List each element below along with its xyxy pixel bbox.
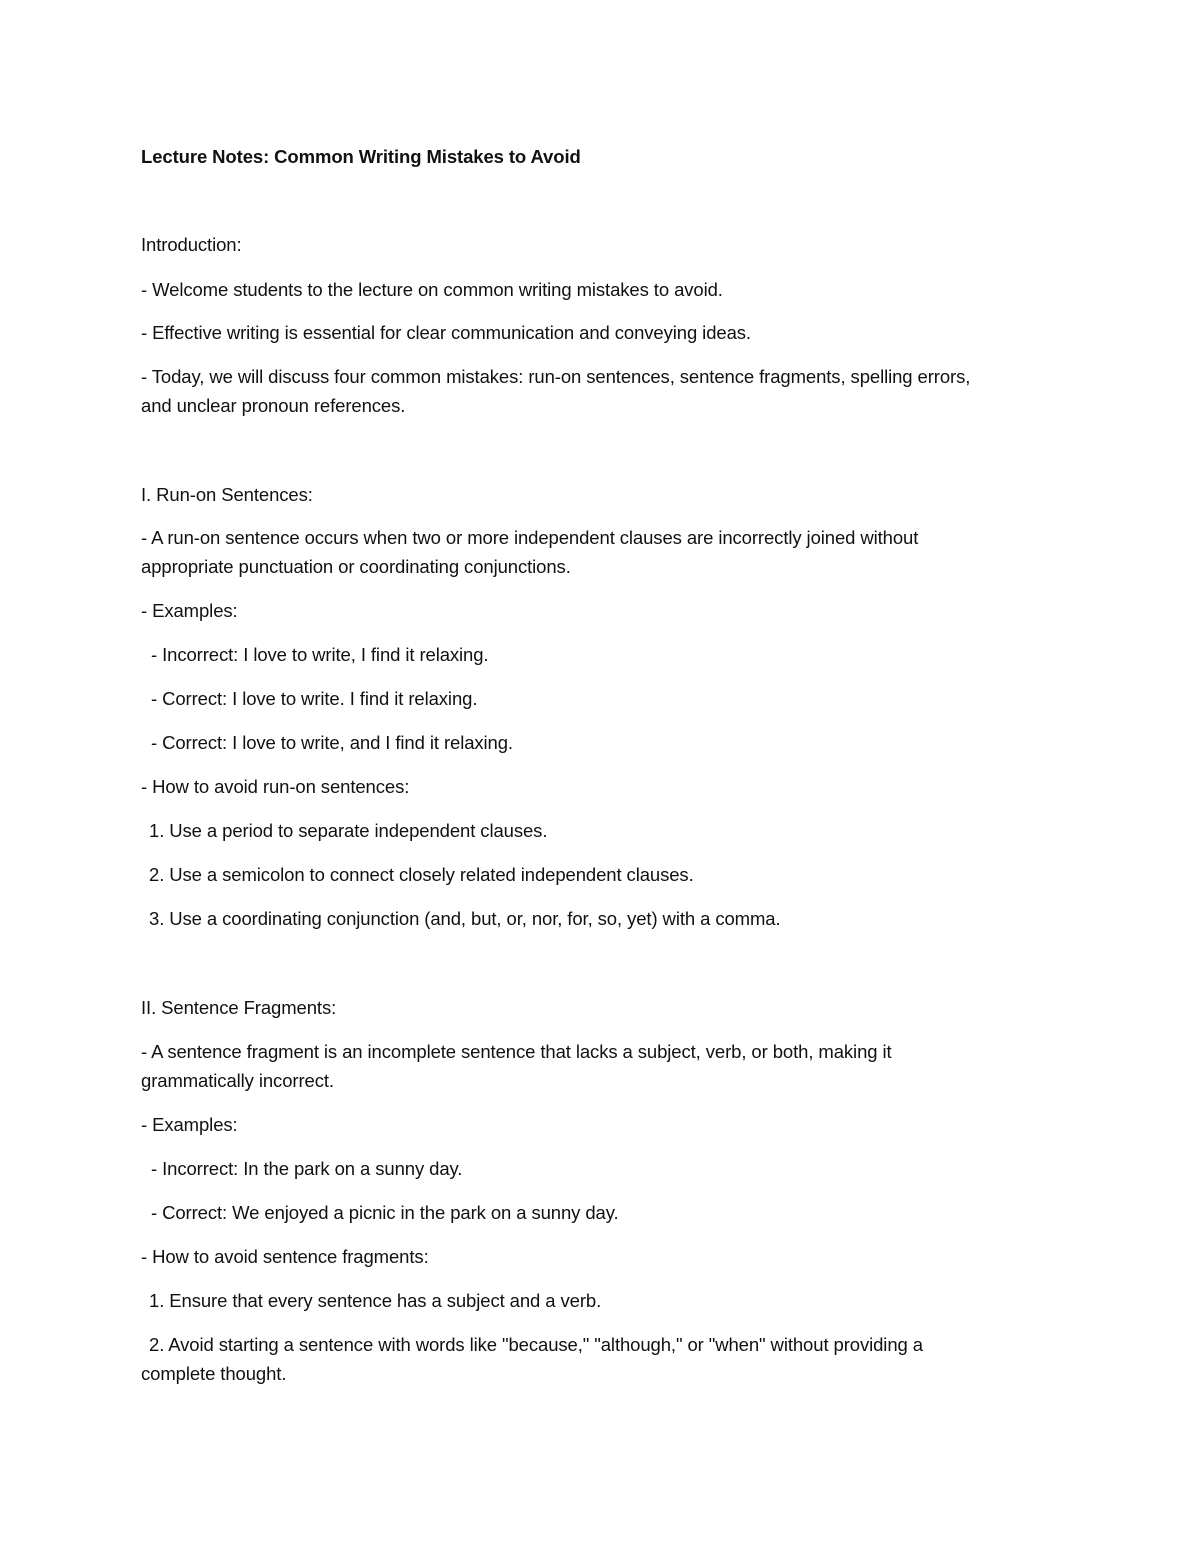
intro-bullet-1: - Welcome students to the lecture on common writing mistakes to avoid. bbox=[141, 279, 723, 300]
intro-bullet-2: - Effective writing is essential for clear communication and conveying ideas. bbox=[141, 322, 751, 343]
section1-definition-line1: - A run-on sentence occurs when two or more independent clauses are incorrectly joined without bbox=[141, 527, 919, 548]
intro-bullet-3: - Today, we will discuss four common mistakes: run-on sentences, sentence fragments, spelling errors, bbox=[141, 366, 971, 387]
section1-example-3: - Correct: I love to write, and I find it relaxing. bbox=[151, 732, 513, 753]
section1-definition-line2: appropriate punctuation or coordinating conjunctions. bbox=[141, 556, 571, 577]
intro-heading: Introduction: bbox=[141, 234, 242, 255]
section2-example-1: - Incorrect: In the park on a sunny day. bbox=[151, 1158, 463, 1179]
section1-step-1: 1. Use a period to separate independent clauses. bbox=[149, 820, 548, 841]
section2-example-2: - Correct: We enjoyed a picnic in the park on a sunny day. bbox=[151, 1202, 619, 1223]
section1-step-2: 2. Use a semicolon to connect closely related independent clauses. bbox=[149, 864, 694, 885]
section1-avoid-label: - How to avoid run-on sentences: bbox=[141, 776, 410, 797]
section1-example-2: - Correct: I love to write. I find it relaxing. bbox=[151, 688, 478, 709]
section1-examples-label: - Examples: bbox=[141, 600, 238, 621]
section2-step-1: 1. Ensure that every sentence has a subject and a verb. bbox=[149, 1290, 602, 1311]
section2-step-2-cont: complete thought. bbox=[141, 1363, 287, 1384]
section2-step-2: 2. Avoid starting a sentence with words like "because," "although," or "when" without providing a bbox=[149, 1334, 923, 1355]
intro-bullet-3-cont: and unclear pronoun references. bbox=[141, 395, 406, 416]
section1-heading: I. Run-on Sentences: bbox=[141, 484, 313, 505]
section2-heading: II. Sentence Fragments: bbox=[141, 997, 337, 1018]
section2-examples-label: - Examples: bbox=[141, 1114, 238, 1135]
section2-avoid-label: - How to avoid sentence fragments: bbox=[141, 1246, 429, 1267]
section2-definition-line2: grammatically incorrect. bbox=[141, 1070, 334, 1091]
section2-definition-line1: - A sentence fragment is an incomplete sentence that lacks a subject, verb, or both, making it bbox=[141, 1041, 892, 1062]
section1-step-3: 3. Use a coordinating conjunction (and, but, or, nor, for, so, yet) with a comma. bbox=[149, 908, 781, 929]
section1-example-1: - Incorrect: I love to write, I find it relaxing. bbox=[151, 644, 489, 665]
document-title: Lecture Notes: Common Writing Mistakes to Avoid bbox=[141, 146, 581, 167]
